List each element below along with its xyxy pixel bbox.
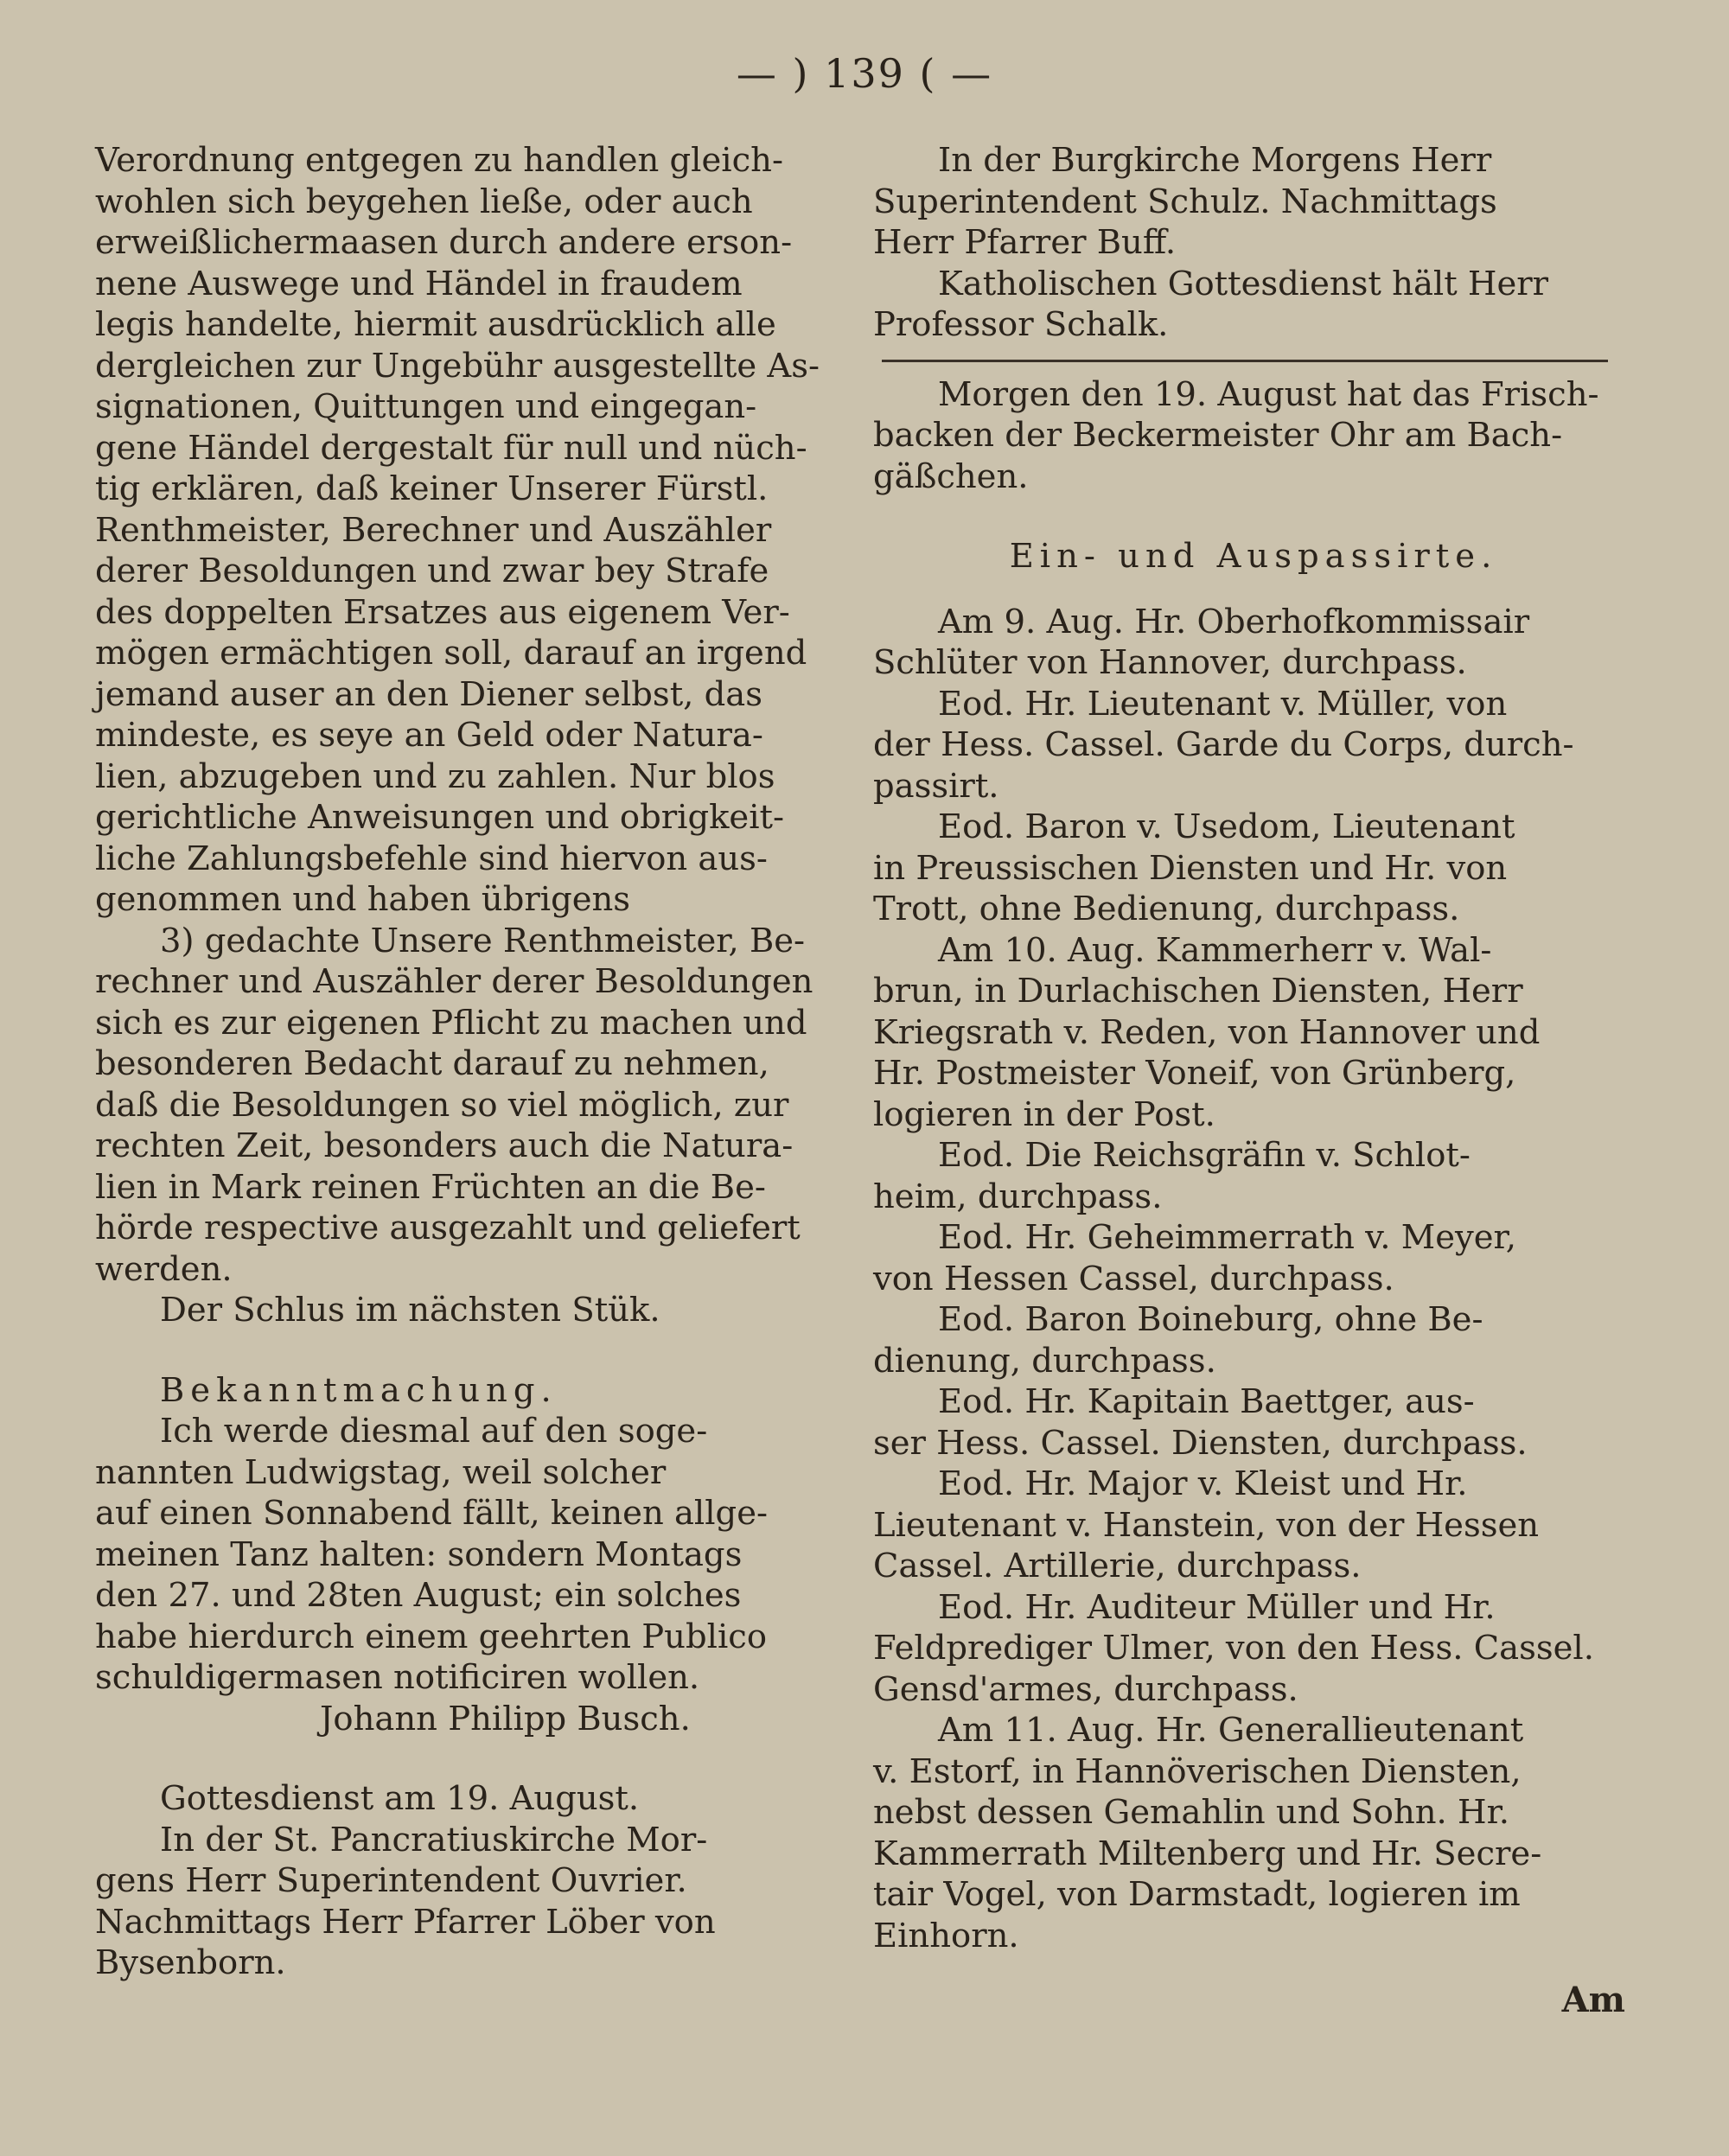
text-line: Superintendent Schulz. Nachmittags	[873, 182, 1497, 221]
text-line: rechner und Auszähler derer Besoldungen	[95, 962, 813, 1001]
text-line: Morgen den 19. August hat das Frisch-	[938, 374, 1599, 414]
text-line: sich es zur eigenen Pflicht zu machen und	[95, 1003, 807, 1043]
text-line: nene Auswege und Händel in fraudem	[95, 264, 743, 303]
arrival-line: Cassel. Artillerie, durchpass.	[873, 1547, 1362, 1585]
text-line: 3) gedachte Unsere Renthmeister, Be-	[160, 921, 806, 960]
arrival-line: Eod. Baron Boineburg, ohne Be-	[938, 1300, 1483, 1339]
arrival-line: Kriegsrath v. Reden, von Hannover und	[873, 1012, 1541, 1052]
text-line: rechten Zeit, besonders auch die Natura-	[95, 1126, 794, 1165]
text-line: lien in Mark reinen Früchten an die Be-	[95, 1167, 766, 1207]
arrival-line: heim, durchpass.	[873, 1177, 1163, 1216]
text-line: Katholischen Gottesdienst hält Herr	[938, 264, 1549, 303]
page-number: — ) 139 ( —	[736, 50, 993, 97]
text-line: derer Besoldungen und zwar bey Strafe	[95, 552, 769, 590]
arrivals-title: Ein- und Auspassirte.	[1009, 537, 1498, 576]
text-line: habe hierdurch einem geehrten Publico	[95, 1617, 767, 1656]
section-divider	[882, 360, 1608, 362]
text-line: auf einen Sonnabend fällt, keinen allge-	[95, 1494, 768, 1533]
text-line: mögen ermächtigen soll, darauf an irgend	[95, 634, 807, 673]
text-line: besonderen Bedacht darauf zu nehmen,	[95, 1044, 769, 1083]
text-line: des doppelten Ersatzes aus eigenem Ver-	[95, 592, 790, 632]
text-line: Herr Pfarrer Buff.	[873, 223, 1177, 262]
text-line: gens Herr Superintendent Ouvrier.	[95, 1861, 687, 1900]
arrival-line: der Hess. Cassel. Garde du Corps, durch-	[873, 725, 1574, 764]
text-line: genommen und haben übrigens	[95, 880, 631, 919]
catchword: Am	[1561, 1980, 1625, 2020]
decree-point-3	[95, 921, 856, 1291]
arrival-line: Trott, ohne Bedienung, durchpass.	[873, 890, 1460, 928]
arrival-line: nebst dessen Gemahlin und Sohn. Hr.	[873, 1793, 1509, 1832]
text-line: gäßchen.	[873, 456, 1029, 496]
arrival-line: Feldprediger Ulmer, von den Hess. Cassel.	[873, 1629, 1594, 1668]
announcement-title: Bekanntmachung.	[160, 1370, 558, 1410]
arrival-line: tair Vogel, von Darmstadt, logieren im	[873, 1875, 1521, 1914]
arrival-line: Kammerrath Miltenberg und Hr. Secre-	[873, 1834, 1542, 1873]
text-line: Professor Schalk.	[873, 305, 1169, 344]
text-line: liche Zahlungsbefehle sind hiervon aus-	[95, 839, 768, 878]
arrival-line: in Preussischen Diensten und Hr. von	[873, 848, 1508, 888]
text-line: signationen, Quittungen und eingegan-	[95, 387, 757, 426]
arrival-line: Eod. Hr. Kapitain Baettger, aus-	[938, 1382, 1475, 1421]
text-line: werden.	[95, 1249, 233, 1289]
continuation-note: Der Schlus im nächsten Stük.	[160, 1291, 660, 1330]
text-line: mindeste, es seye an Geld oder Natura-	[95, 716, 763, 755]
text-line: Ich werde diesmal auf den soge-	[160, 1412, 708, 1451]
arrival-line: Gensd'armes, durchpass.	[873, 1669, 1298, 1709]
text-line: wohlen sich beygehen ließe, oder auch	[95, 182, 753, 221]
text-line: Nachmittags Herr Pfarrer Löber von	[95, 1902, 716, 1942]
decree-text	[95, 140, 856, 921]
text-line: lien, abzugeben und zu zahlen. Nur blos	[95, 756, 775, 796]
text-line: In der Burgkirche Morgens Herr	[938, 141, 1492, 180]
text-line: meinen Tanz halten: sondern Montags	[95, 1534, 743, 1574]
text-line: backen der Beckermeister Ohr am Bach-	[873, 416, 1563, 455]
catholic-service	[873, 264, 1634, 346]
arrival-line: Eod. Baron v. Usedom, Lieutenant	[938, 807, 1515, 846]
arrival-line: Schlüter von Hannover, durchpass.	[873, 643, 1467, 682]
arrival-line: Am 9. Aug. Hr. Oberhofkommissair	[938, 602, 1530, 641]
left-column	[95, 140, 856, 1984]
text-line: Renthmeister, Berechner und Auszähler	[95, 510, 772, 550]
text-line: gerichtliche Anweisungen und obrigkeit-	[95, 798, 785, 837]
arrival-line: passirt.	[873, 766, 999, 806]
arrival-line: von Hessen Cassel, durchpass.	[873, 1259, 1394, 1298]
arrival-line: ser Hess. Cassel. Diensten, durchpass.	[873, 1423, 1528, 1463]
text-line: dergleichen zur Ungebühr ausgestellte As-	[95, 346, 820, 386]
service-text	[95, 1820, 856, 1984]
arrival-line: Eod. Die Reichsgräfin v. Schlot-	[938, 1136, 1471, 1175]
text-line: jemand auser an den Diener selbst, das	[95, 674, 762, 714]
baker-notice	[873, 374, 1634, 498]
announcement-text	[95, 1411, 856, 1699]
service-continuation	[873, 140, 1634, 264]
arrival-line: v. Estorf, in Hannöverischen Diensten,	[873, 1751, 1522, 1791]
text-line: hörde respective ausgezahlt und geliefert	[95, 1209, 801, 1247]
arrival-line: Eod. Hr. Major v. Kleist und Hr.	[938, 1464, 1468, 1503]
arrival-line: Einhorn.	[873, 1916, 1019, 1955]
text-line: nannten Ludwigstag, weil solcher	[95, 1452, 667, 1492]
text-line: Verordnung entgegen zu handlen gleich-	[95, 141, 783, 180]
service-title: Gottesdienst am 19. August.	[160, 1779, 640, 1818]
text-line: gene Händel dergestalt für null und nüch-	[95, 428, 807, 468]
arrival-line: Hr. Postmeister Voneif, von Grünberg,	[873, 1054, 1516, 1093]
text-line: Bysenborn.	[95, 1943, 286, 1982]
arrival-line: Eod. Hr. Auditeur Müller und Hr.	[938, 1587, 1496, 1627]
arrival-line: Eod. Hr. Lieutenant v. Müller, von	[938, 684, 1508, 724]
arrival-line: Eod. Hr. Geheimmerrath v. Meyer,	[938, 1218, 1516, 1257]
text-line: erweißlichermaasen durch andere erson-	[95, 223, 793, 262]
arrival-line: Am 11. Aug. Hr. Generallieutenant	[938, 1711, 1524, 1750]
text-line: schuldigermasen notificiren wollen.	[95, 1658, 700, 1697]
arrivals-list	[873, 602, 1634, 1957]
text-line: legis handelte, hiermit ausdrücklich alle	[95, 305, 776, 344]
text-line: tig erklären, daß keiner Unserer Fürstl.	[95, 469, 769, 508]
arrival-line: logieren in der Post.	[873, 1094, 1215, 1134]
text-line: In der St. Pancratiuskirche Mor-	[160, 1820, 708, 1859]
text-line: daß die Besoldungen so viel möglich, zur	[95, 1085, 789, 1125]
arrival-line: dienung, durchpass.	[873, 1341, 1216, 1381]
text-line: den 27. und 28ten August; ein solches	[95, 1576, 742, 1615]
arrival-line: brun, in Durlachischen Diensten, Herr	[873, 972, 1523, 1011]
right-column	[873, 140, 1634, 1956]
arrival-line: Am 10. Aug. Kammerherr v. Wal-	[938, 930, 1492, 970]
announcement-signature: Johann Philipp Busch.	[320, 1699, 691, 1738]
arrival-line: Lieutenant v. Hanstein, von der Hessen	[873, 1505, 1540, 1545]
